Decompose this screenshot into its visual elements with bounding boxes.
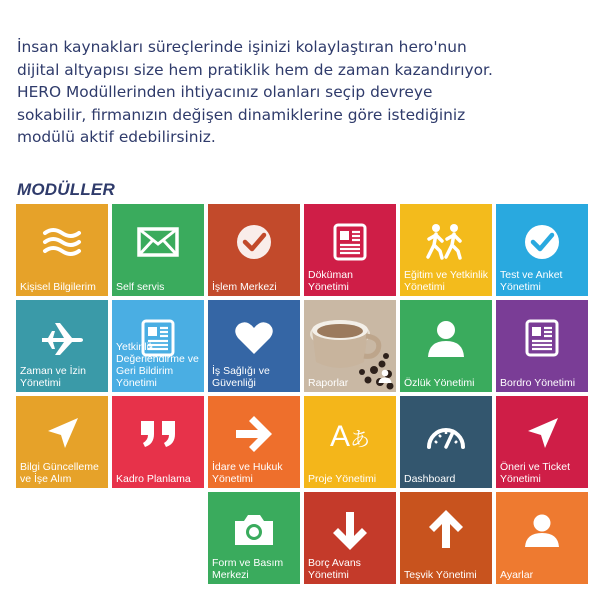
module-label: Bordro Yönetimi [500, 377, 576, 389]
module-label: Özlük Yönetimi [404, 377, 475, 389]
intro-line: HERO Modüllerinden ihtiyacınız olanları seçip devreye [17, 83, 433, 101]
module-tile-zaman-izin[interactable] [16, 300, 108, 392]
module-tile-test-anket[interactable] [496, 204, 588, 296]
module-tile-self-servis[interactable] [112, 204, 204, 296]
translate-icon [304, 414, 396, 454]
intro-line: modülü aktif edebilirsiniz. [17, 128, 216, 146]
module-tile-borc-avans[interactable] [304, 492, 396, 584]
module-label: Kadro Planlama [116, 473, 191, 485]
module-tile-kisisel-bilgilerim[interactable] [16, 204, 108, 296]
module-tile-bilgi-guncelleme[interactable] [16, 396, 108, 488]
user-icon [378, 369, 392, 388]
module-label: Öneri ve Ticket Yönetimi [500, 461, 571, 485]
module-label: Raporlar [308, 377, 349, 389]
module-tile-bordro-yonetimi[interactable] [496, 300, 588, 392]
module-label: Borç Avans Yönetimi [308, 557, 361, 581]
module-tile-dashboard[interactable] [400, 396, 492, 488]
arrow-right-icon [208, 414, 300, 454]
envelope-icon [112, 222, 204, 262]
intro-line: dijital altyapısı size hem pratiklik hem de zaman kazandırıyor. [17, 60, 493, 79]
module-label: İş Sağlığı ve Güvenliği [212, 365, 270, 389]
module-tile-egitim-yetkinlik[interactable] [400, 204, 492, 296]
gauge-icon [400, 414, 492, 454]
modules-grid [16, 204, 592, 594]
module-tile-ayarlar[interactable] [496, 492, 588, 584]
module-tile-islem-merkezi[interactable] [208, 204, 300, 296]
module-label: Eğitim ve Yetkinlik Yönetimi [404, 269, 489, 293]
intro-paragraph [17, 36, 587, 149]
svg-text:あ: あ [350, 427, 370, 451]
module-label: Test ve Anket Yönetimi [500, 269, 563, 293]
module-label: Zaman ve İzin Yönetimi [20, 365, 86, 389]
svg-text:A: A [330, 420, 351, 452]
module-tile-raporlar[interactable] [304, 300, 396, 392]
user-icon [496, 510, 588, 550]
arrow-up-icon [400, 510, 492, 550]
location-arrow-icon [496, 414, 588, 454]
module-tile-tesvik-yonetimi[interactable] [400, 492, 492, 584]
intro-line: İnsan kaynakları süreçlerinde işinizi kolaylaştıran hero'nun [17, 38, 467, 56]
module-label: Döküman Yönetimi [308, 269, 353, 293]
document-icon [496, 318, 588, 358]
module-tile-is-sagligi[interactable] [208, 300, 300, 392]
module-tile-proje-yonetimi[interactable] [304, 396, 396, 488]
quote-icon [112, 414, 204, 454]
waves-icon [16, 222, 108, 262]
user-icon [400, 318, 492, 358]
module-tile-oneri-ticket[interactable] [496, 396, 588, 488]
modules-heading: MODÜLLER [17, 180, 115, 199]
module-tile-form-basim[interactable] [208, 492, 300, 584]
check-badge-icon [496, 222, 588, 262]
module-tile-yetkinlik-degerlendirme[interactable] [112, 300, 204, 392]
module-label: Yetkinlik Değerlendirme ve Geri Bildirim Yönetimi [116, 341, 199, 389]
module-label: Dashboard [404, 473, 456, 485]
people-running-icon [400, 222, 492, 262]
module-label: Teşvik Yönetimi [404, 569, 477, 581]
module-tile-ozluk-yonetimi[interactable] [400, 300, 492, 392]
module-label: Bilgi Güncelleme ve İşe Alım [20, 461, 99, 485]
intro-line: sokabilir, firmanızın değişen dinamiklerine göre istediğiniz [17, 105, 466, 124]
module-tile-dokuman-yonetimi[interactable] [304, 204, 396, 296]
module-label: Ayarlar [500, 569, 534, 581]
module-label: Form ve Basım Merkezi [212, 557, 284, 581]
check-circle-icon [208, 222, 300, 262]
module-label: İdare ve Hukuk Yönetimi [212, 461, 283, 485]
module-tile-idare-hukuk[interactable] [208, 396, 300, 488]
module-label: İşlem Merkezi [212, 281, 277, 293]
heart-icon [208, 318, 300, 358]
arrow-down-icon [304, 510, 396, 550]
airplane-icon [16, 318, 108, 358]
location-arrow-icon [16, 414, 108, 454]
module-label: Kişisel Bilgilerim [20, 281, 96, 293]
document-icon [304, 222, 396, 262]
module-label: Proje Yönetimi [308, 473, 377, 485]
camera-icon [208, 510, 300, 550]
module-label: Self servis [116, 281, 165, 293]
module-tile-kadro-planlama[interactable] [112, 396, 204, 488]
